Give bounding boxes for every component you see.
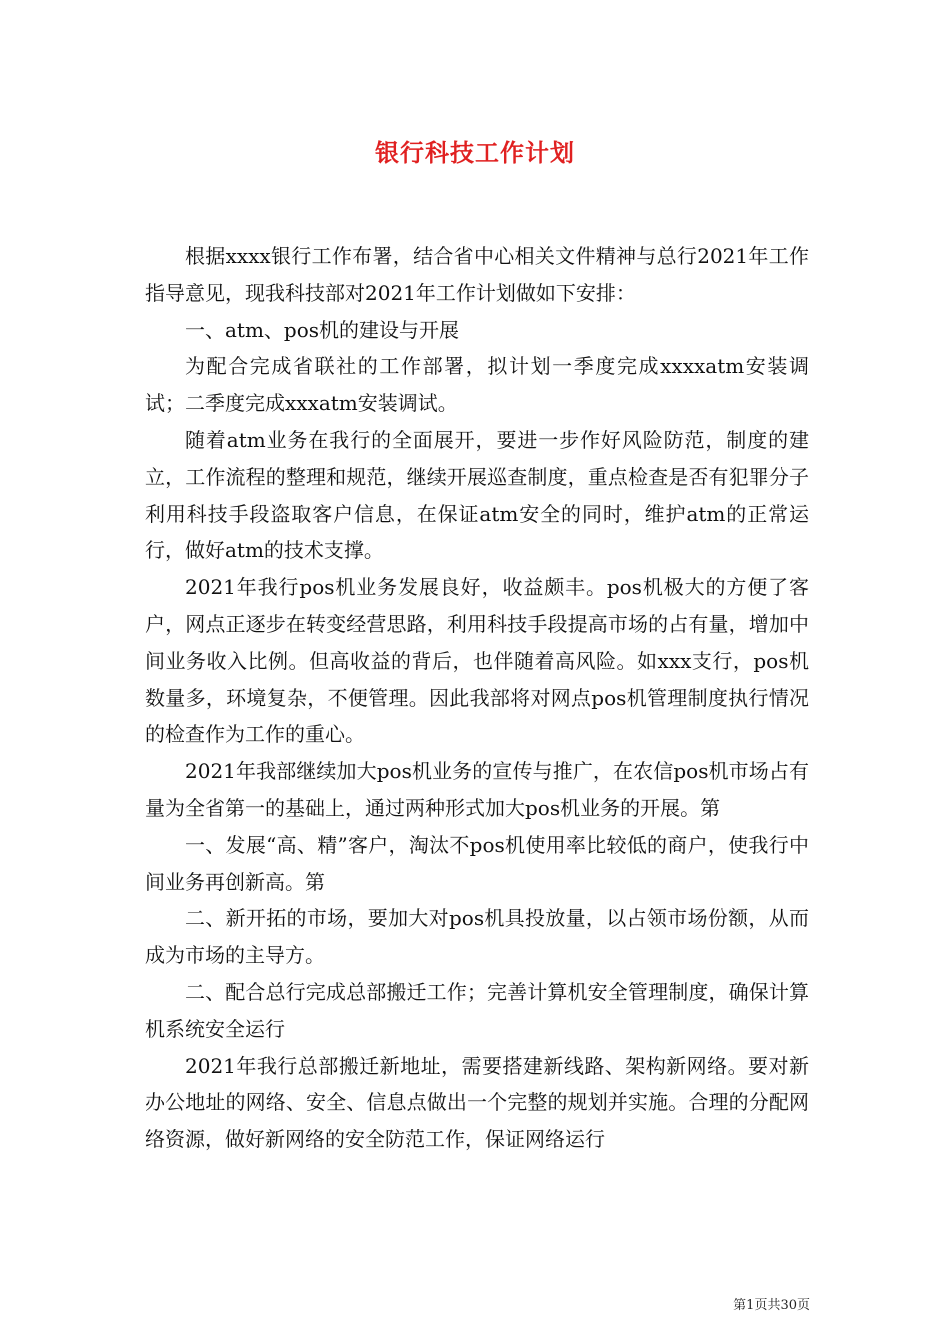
paragraph: 2021年我行总部搬迁新地址，需要搭建新线路、架构新网络。要对新办公地址的网络、安全、信息点做出一个完整的规划并实施。合理的分配网络资源，做好新网络的安全防范工作，保证网络运行 (145, 1053, 809, 1152)
section-heading: 二、配合总行完成总部搬迁工作；完善计算机安全管理制度，确保计算机系统安全运行 (145, 979, 809, 1041)
paragraph: 随着atm业务在我行的全面展开，要进一步作好风险防范，制度的建立，工作流程的整理和规范，继续开展巡查制度，重点检查是否有犯罪分子利用科技手段盗取客户信息，在保证atm安全的同时，维护atm的正常运行，做好atm的技术支撑。 (145, 427, 809, 563)
paragraph: 二、新开拓的市场，要加大对pos机具投放量，以占领市场份额，从而成为市场的主导方。 (145, 906, 809, 968)
paragraph: 为配合完成省联社的工作部署，拟计划一季度完成xxxxatm安装调试；二季度完成xxxatm安装调试。 (145, 354, 809, 416)
paragraph: 2021年我行pos机业务发展良好，收益颇丰。pos机极大的方便了客户，网点正逐步在转变经营思路，利用科技手段提高市场的占有量，增加中间业务收入比例。但高收益的背后，也伴随着高风险。如xxx支行，pos机数量多，环境复杂，不便管理。因此我部将对网点pos机管理制度执行情况的检查作为工作的重心。 (145, 575, 809, 747)
paragraph: 根据xxxx银行工作布署，结合省中心相关文件精神与总行2021年工作指导意见，现我科技部对2021年工作计划做如下安排： (145, 244, 809, 305)
section-heading: 一、atm、pos机的建设与开展 (185, 317, 460, 342)
paragraph: 一、发展“高、精”客户，淘汰不pos机使用率比较低的商户，使我行中间业务再创新高。第 (145, 832, 809, 894)
paragraph: 2021年我部继续加大pos机业务的宣传与推广，在农信pos机市场占有量为全省第一的基础上，通过两种形式加大pos机业务的开展。第 (145, 759, 809, 820)
page-number-footer: 第1页共30页 (733, 1298, 810, 1313)
document-body (145, 238, 809, 1158)
document-title: 银行科技工作计划 (375, 138, 575, 167)
